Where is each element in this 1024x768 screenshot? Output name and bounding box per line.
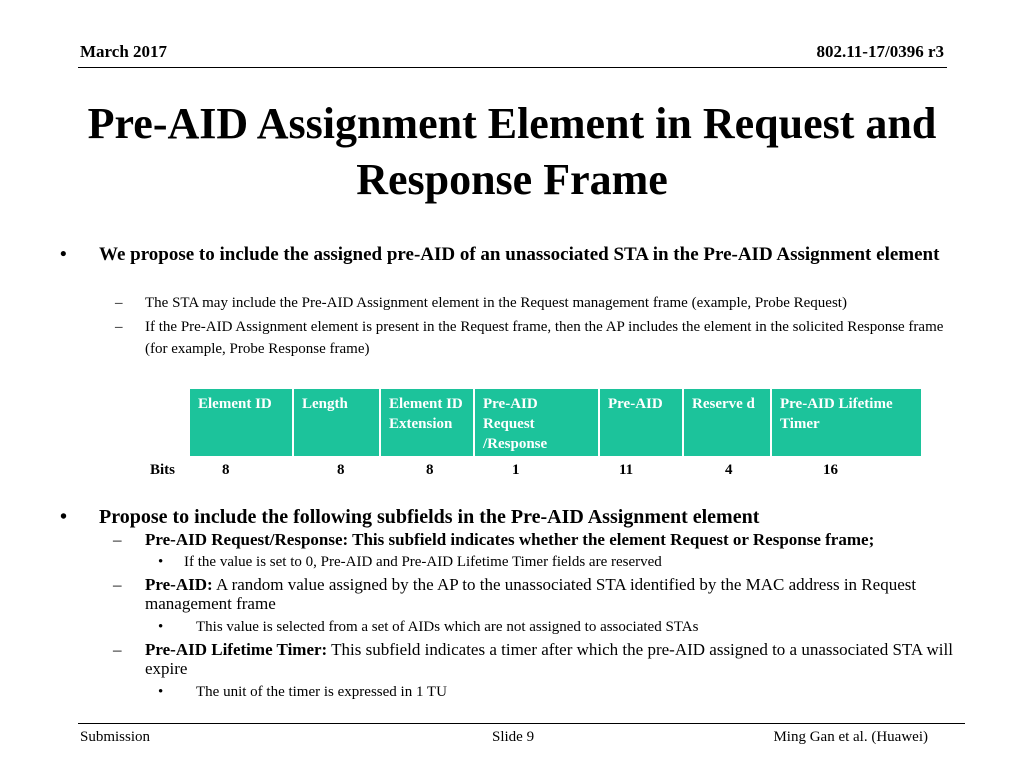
sub-bullet-2-text: If the Pre-AID Assignment element is present in the Request frame, then the AP includes the element in the solicited Response frame (for example, Probe Response frame) (145, 319, 944, 357)
subfield-lifetime-timer-note-text: The unit of the timer is expressed in 1 TU (196, 684, 447, 700)
bits-element-id: 8 (222, 462, 230, 478)
subfield-lifetime-timer-text (145, 640, 973, 678)
field-reserved: Reserve d (683, 389, 771, 456)
footer-slide-number: Slide 9 (492, 729, 535, 745)
subfield-pre-aid-marker: – (113, 575, 122, 594)
subfield-pre-aid-note-marker: • (158, 619, 164, 635)
field-length: Length (293, 389, 380, 456)
title-line-1: Pre-AID Assignment Element in Request and (87, 99, 937, 148)
subfield-request-response-note-marker: • (158, 554, 164, 570)
footer-authors: Ming Gan et al. (Huawei) (773, 729, 928, 745)
subfield-pre-aid-note (158, 618, 958, 636)
bullet-2-text: Propose to include the following subfields in the Pre-AID Assignment element (99, 506, 760, 528)
subfield-request-response-note-text: If the value is set to 0, Pre-AID and Pre-AID Lifetime Timer fields are reserved (184, 554, 662, 570)
header-date: March 2017 (80, 42, 168, 61)
subfield-request-response-bold: Pre-AID Request/Response: This subfield indicates whether the element Request or Response frame; (145, 530, 875, 549)
field-element-id-extension: Element ID Extension (380, 389, 474, 456)
subfield-lifetime-timer (113, 640, 973, 678)
bits-label: Bits (150, 462, 176, 478)
bullet-2-marker: • (60, 506, 68, 528)
element-fields-row (190, 389, 921, 456)
subfield-request-response-marker: – (113, 530, 122, 549)
bits-element-id-extension: 8 (426, 462, 434, 478)
bits-pre-aid-lifetime-timer: 16 (823, 462, 838, 478)
field-element-id: Element ID (190, 389, 293, 456)
bullet-1 (60, 244, 960, 265)
sub-bullet-2-marker: – (115, 319, 123, 335)
subfield-lifetime-timer-bold: Pre-AID Lifetime Timer: (145, 640, 328, 659)
bits-length: 8 (337, 462, 345, 478)
subfield-lifetime-timer-desc: This subfield indicates a timer after which the pre-AID assigned to a unassociated STA will expire (145, 640, 953, 678)
bits-pre-aid: 11 (619, 462, 634, 478)
subfield-lifetime-timer-marker: – (113, 640, 122, 659)
subfield-lifetime-timer-note-marker: • (158, 684, 164, 700)
field-pre-aid-request-response: Pre-AID Request /Response (474, 389, 599, 456)
bits-reserved: 4 (725, 462, 733, 478)
element-format-table (190, 389, 921, 456)
footer-submission: Submission (80, 729, 151, 745)
subfield-pre-aid (113, 575, 973, 613)
subfield-pre-aid-desc: A random value assigned by the AP to the unassociated STA identified by the MAC address in Request management frame (145, 575, 917, 613)
bullet-1-text: We propose to include the assigned pre-AID of an unassociated STA in the Pre-AID Assignment element (99, 244, 940, 265)
sub-bullet-1 (115, 292, 965, 314)
sub-bullet-1-marker: – (115, 295, 123, 311)
subfield-pre-aid-text (145, 575, 973, 613)
subfield-request-response-text (145, 530, 973, 549)
field-pre-aid: Pre-AID (599, 389, 683, 456)
header-divider (78, 67, 947, 68)
footer-divider (78, 723, 965, 724)
subfield-request-response (113, 530, 973, 549)
sub-bullet-2 (115, 316, 965, 360)
bullet-2 (60, 506, 960, 528)
title-line-2: Response Frame (356, 155, 668, 204)
subfield-request-response-note (158, 553, 958, 571)
sub-bullet-1-text: The STA may include the Pre-AID Assignment element in the Request management frame (example, Probe Request) (145, 295, 847, 311)
bullet-1-marker: • (60, 244, 67, 265)
subfield-pre-aid-note-text: This value is selected from a set of AIDs which are not assigned to associated STAs (196, 619, 699, 635)
field-pre-aid-lifetime-timer: Pre-AID Lifetime Timer (771, 389, 921, 456)
subfield-lifetime-timer-note (158, 683, 958, 701)
bits-pre-aid-request-response: 1 (512, 462, 520, 478)
slide-title (60, 96, 964, 208)
subfield-pre-aid-bold: Pre-AID: (145, 575, 213, 594)
header-doc-id: 802.11-17/0396 r3 (816, 42, 944, 61)
